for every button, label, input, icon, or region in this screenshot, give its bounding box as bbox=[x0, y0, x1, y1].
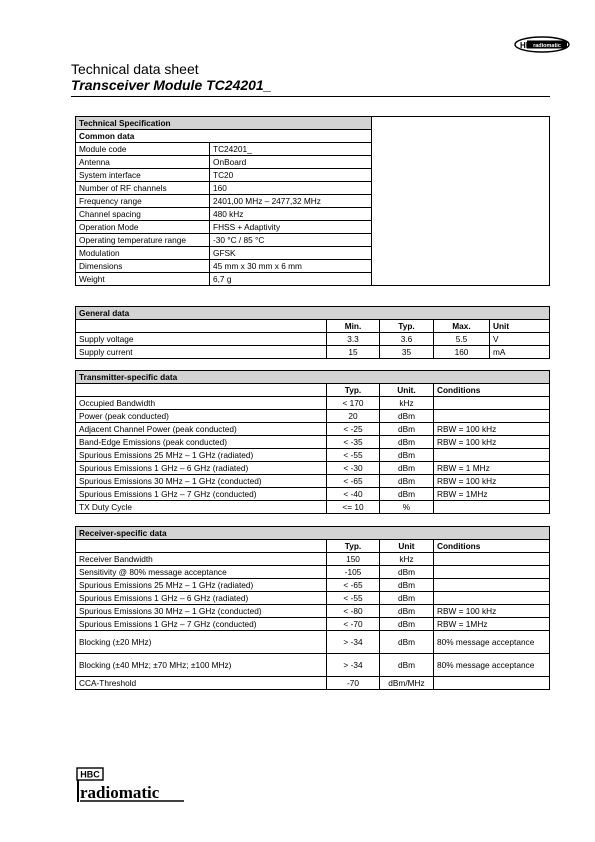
table-row bbox=[76, 501, 550, 514]
condition-value: 80% message acceptance bbox=[434, 654, 550, 677]
typ-value: < -35 bbox=[327, 436, 380, 449]
table-row bbox=[76, 436, 550, 449]
technical-specification-table bbox=[75, 116, 372, 286]
spec-label: System interface bbox=[76, 169, 210, 182]
param-label: Receiver Bandwidth bbox=[76, 553, 327, 566]
column-header: Typ. bbox=[380, 320, 434, 333]
condition-value: 80% message acceptance bbox=[434, 631, 550, 654]
table-row bbox=[76, 579, 550, 592]
unit-value: mA bbox=[490, 346, 550, 359]
table-row bbox=[76, 273, 372, 286]
table-row bbox=[76, 346, 550, 359]
spec-value: GFSK bbox=[210, 247, 372, 260]
table-header-row bbox=[76, 320, 550, 333]
param-label: Spurious Emissions 1 GHz – 6 GHz (radiated) bbox=[76, 592, 327, 605]
spec-value: TC24201_ bbox=[210, 143, 372, 156]
table-row bbox=[76, 631, 550, 654]
table-row bbox=[76, 260, 372, 273]
typ-value: < -30 bbox=[327, 462, 380, 475]
unit-value: % bbox=[380, 501, 434, 514]
param-label: Spurious Emissions 30 MHz – 1 GHz (conducted) bbox=[76, 475, 327, 488]
column-header: Conditions bbox=[434, 384, 550, 397]
param-label: Blocking (±20 MHz) bbox=[76, 631, 327, 654]
unit-value: dBm bbox=[380, 579, 434, 592]
unit-value: dBm bbox=[380, 631, 434, 654]
typ-value: < -70 bbox=[327, 618, 380, 631]
spec-label: Channel spacing bbox=[76, 208, 210, 221]
param-label: Spurious Emissions 1 GHz – 7 GHz (conducted) bbox=[76, 618, 327, 631]
spec-value: 160 bbox=[210, 182, 372, 195]
typ-value: 3.6 bbox=[380, 333, 434, 346]
typ-value: < -25 bbox=[327, 423, 380, 436]
table-row bbox=[76, 475, 550, 488]
spec-label: Number of RF channels bbox=[76, 182, 210, 195]
table-row bbox=[76, 566, 550, 579]
unit-value: dBm bbox=[380, 410, 434, 423]
spec-label: Operating temperature range bbox=[76, 234, 210, 247]
condition-value: RBW = 100 kHz bbox=[434, 423, 550, 436]
section-title: Receiver-specific data bbox=[76, 527, 550, 540]
table-row bbox=[76, 618, 550, 631]
typ-value: < -55 bbox=[327, 592, 380, 605]
typ-value: < -55 bbox=[327, 449, 380, 462]
param-label: Spurious Emissions 1 GHz – 6 GHz (radiated) bbox=[76, 462, 327, 475]
condition-value: RBW = 100 kHz bbox=[434, 475, 550, 488]
typ-value: < -40 bbox=[327, 488, 380, 501]
table-row bbox=[76, 182, 372, 195]
unit-value: kHz bbox=[380, 397, 434, 410]
table-row bbox=[76, 553, 550, 566]
subsection-title: Common data bbox=[76, 130, 372, 143]
unit-value: dBm bbox=[380, 462, 434, 475]
unit-value: dBm bbox=[380, 423, 434, 436]
min-value: 15 bbox=[327, 346, 380, 359]
spec-value: TC20 bbox=[210, 169, 372, 182]
table-row bbox=[76, 333, 550, 346]
param-label: TX Duty Cycle bbox=[76, 501, 327, 514]
param-label: Spurious Emissions 25 MHz – 1 GHz (radiated) bbox=[76, 449, 327, 462]
column-header: Min. bbox=[327, 320, 380, 333]
column-header: Typ. bbox=[327, 384, 380, 397]
table-header-row bbox=[76, 540, 550, 553]
condition-value bbox=[434, 501, 550, 514]
unit-value: dBm bbox=[380, 654, 434, 677]
condition-value bbox=[434, 553, 550, 566]
typ-value: > -34 bbox=[327, 654, 380, 677]
unit-value: kHz bbox=[380, 553, 434, 566]
table-row bbox=[76, 423, 550, 436]
condition-value: RBW = 1MHz bbox=[434, 618, 550, 631]
table-row bbox=[76, 462, 550, 475]
spec-label: Weight bbox=[76, 273, 210, 286]
condition-value: RBW = 100 kHz bbox=[434, 605, 550, 618]
param-label: Sensitivity @ 80% message acceptance bbox=[76, 566, 327, 579]
table-row bbox=[76, 247, 372, 260]
unit-value: V bbox=[490, 333, 550, 346]
unit-value: dBm bbox=[380, 618, 434, 631]
document-subtitle: Transceiver Module TC24201_ bbox=[71, 77, 272, 93]
typ-value: 35 bbox=[380, 346, 434, 359]
table-row bbox=[76, 143, 372, 156]
table-header-row bbox=[76, 384, 550, 397]
param-label: Band-Edge Emissions (peak conducted) bbox=[76, 436, 327, 449]
general-data-table bbox=[75, 306, 550, 359]
svg-text:HBC: HBC bbox=[520, 41, 538, 50]
param-label: Supply current bbox=[76, 346, 327, 359]
condition-value: RBW = 1 MHz bbox=[434, 462, 550, 475]
condition-value bbox=[434, 397, 550, 410]
unit-value: dBm bbox=[380, 566, 434, 579]
param-label: Spurious Emissions 30 MHz – 1 GHz (conducted) bbox=[76, 605, 327, 618]
hbc-radiomatic-footer-logo-icon bbox=[76, 767, 188, 805]
unit-value: dBm/MHz bbox=[380, 677, 434, 690]
typ-value: < -80 bbox=[327, 605, 380, 618]
column-header: Max. bbox=[434, 320, 490, 333]
spec-value: OnBoard bbox=[210, 156, 372, 169]
condition-value bbox=[434, 566, 550, 579]
typ-value: <= 10 bbox=[327, 501, 380, 514]
table-row bbox=[76, 592, 550, 605]
param-label: Occupied Bandwidth bbox=[76, 397, 327, 410]
typ-value: < 170 bbox=[327, 397, 380, 410]
param-label: Adjacent Channel Power (peak conducted) bbox=[76, 423, 327, 436]
table-row bbox=[76, 488, 550, 501]
table-row bbox=[76, 156, 372, 169]
spec-value: 45 mm x 30 mm x 6 mm bbox=[210, 260, 372, 273]
typ-value: < -65 bbox=[327, 579, 380, 592]
param-label: Power (peak conducted) bbox=[76, 410, 327, 423]
spec-value: 2401,00 MHz – 2477,32 MHz bbox=[210, 195, 372, 208]
table-row bbox=[76, 221, 372, 234]
unit-value: dBm bbox=[380, 592, 434, 605]
document-title: Technical data sheet bbox=[71, 61, 199, 77]
condition-value bbox=[434, 449, 550, 462]
condition-value: RBW = 100 kHz bbox=[434, 436, 550, 449]
typ-value: < -65 bbox=[327, 475, 380, 488]
spec-label: Antenna bbox=[76, 156, 210, 169]
transmitter-data-table bbox=[75, 370, 550, 514]
condition-value bbox=[434, 579, 550, 592]
param-label: CCA-Threshold bbox=[76, 677, 327, 690]
column-header: Conditions bbox=[434, 540, 550, 553]
unit-value: dBm bbox=[380, 605, 434, 618]
spec-value: FHSS + Adaptivity bbox=[210, 221, 372, 234]
column-header bbox=[76, 540, 327, 553]
table-row bbox=[76, 397, 550, 410]
header-rule bbox=[71, 96, 550, 97]
column-header: Typ. bbox=[327, 540, 380, 553]
section-title: Technical Specification bbox=[76, 117, 372, 130]
condition-value bbox=[434, 410, 550, 423]
unit-value: dBm bbox=[380, 475, 434, 488]
table-row bbox=[76, 449, 550, 462]
typ-value: 20 bbox=[327, 410, 380, 423]
table-row bbox=[76, 234, 372, 247]
param-label: Spurious Emissions 25 MHz – 1 GHz (radiated) bbox=[76, 579, 327, 592]
spec-label: Modulation bbox=[76, 247, 210, 260]
column-header: Unit bbox=[490, 320, 550, 333]
table-row bbox=[76, 195, 372, 208]
unit-value: dBm bbox=[380, 488, 434, 501]
column-header bbox=[76, 320, 327, 333]
max-value: 5.5 bbox=[434, 333, 490, 346]
typ-value: -70 bbox=[327, 677, 380, 690]
spec-value: -30 °C / 85 °C bbox=[210, 234, 372, 247]
max-value: 160 bbox=[434, 346, 490, 359]
typ-value: > -34 bbox=[327, 631, 380, 654]
spec-label: Operation Mode bbox=[76, 221, 210, 234]
svg-text:radiomatic: radiomatic bbox=[80, 783, 160, 802]
table-row bbox=[76, 410, 550, 423]
column-header bbox=[76, 384, 327, 397]
column-header: Unit bbox=[380, 540, 434, 553]
param-label: Spurious Emissions 1 GHz – 7 GHz (conducted) bbox=[76, 488, 327, 501]
condition-value bbox=[434, 592, 550, 605]
unit-value: dBm bbox=[380, 436, 434, 449]
section-title: Transmitter-specific data bbox=[76, 371, 550, 384]
spec-label: Frequency range bbox=[76, 195, 210, 208]
hbc-radiomatic-logo-icon bbox=[514, 36, 570, 53]
typ-value: -105 bbox=[327, 566, 380, 579]
min-value: 3.3 bbox=[327, 333, 380, 346]
typ-value: 150 bbox=[327, 553, 380, 566]
param-label: Blocking (±40 MHz; ±70 MHz; ±100 MHz) bbox=[76, 654, 327, 677]
svg-text:HBC: HBC bbox=[80, 769, 100, 780]
svg-text:radiomatic: radiomatic bbox=[533, 43, 561, 49]
image-placeholder-box bbox=[370, 116, 550, 286]
unit-value: dBm bbox=[380, 449, 434, 462]
spec-label: Module code bbox=[76, 143, 210, 156]
column-header: Unit. bbox=[380, 384, 434, 397]
table-row bbox=[76, 605, 550, 618]
receiver-data-table bbox=[75, 526, 550, 690]
table-row bbox=[76, 677, 550, 690]
param-label: Supply voltage bbox=[76, 333, 327, 346]
table-row bbox=[76, 654, 550, 677]
spec-value: 480 kHz bbox=[210, 208, 372, 221]
table-row bbox=[76, 169, 372, 182]
condition-value: RBW = 1MHz bbox=[434, 488, 550, 501]
section-title: General data bbox=[76, 307, 550, 320]
spec-label: Dimensions bbox=[76, 260, 210, 273]
condition-value bbox=[434, 677, 550, 690]
spec-value: 6,7 g bbox=[210, 273, 372, 286]
table-row bbox=[76, 208, 372, 221]
